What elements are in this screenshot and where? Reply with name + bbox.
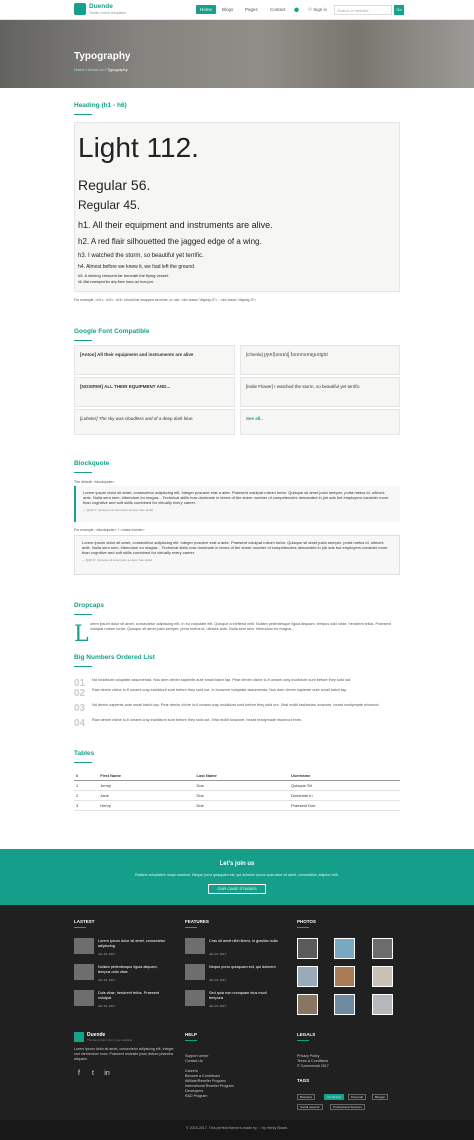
display-reg45: Regular 45.	[78, 198, 141, 212]
section-title-headings: Heading (h1 - h6)	[74, 102, 127, 109]
post-date: Jan 10, 2017	[98, 952, 116, 956]
tag-chip[interactable]: Personal	[348, 1094, 366, 1100]
table-cell: Praesent Doe	[289, 801, 400, 811]
font-sample-lobster: [Lobster] The sky was cloudless and of a deep dark blue.	[74, 409, 235, 435]
footer-brand-sub: The best charm form your website	[87, 1038, 133, 1042]
photo-thumbnail[interactable]	[372, 994, 393, 1015]
table-header: Last Name	[195, 771, 289, 781]
table-row	[74, 801, 400, 811]
title-underline	[74, 340, 92, 341]
blockquote-bordered	[74, 535, 400, 575]
legal-link[interactable]: Privacy Policy	[297, 1054, 320, 1058]
table-header-row	[74, 771, 400, 781]
search-input[interactable]: Search in website	[334, 5, 392, 15]
brand-tagline: Visible charm templates	[89, 11, 127, 15]
heading-h3: h3. I watched the storm, so beautiful yet terrific.	[78, 253, 204, 259]
help-link[interactable]: Contact Us	[185, 1059, 203, 1063]
footer-underline	[74, 927, 86, 928]
quote-cite: — @2017, Quisque sit amet justo semper See detail	[83, 508, 153, 512]
twitter-icon[interactable]: t	[92, 1070, 94, 1077]
table-cell: Jane	[98, 791, 194, 801]
section-title-google: Google Font Compatible	[74, 328, 150, 335]
feature-date: Jan 10, 2017	[209, 978, 227, 982]
table-cell: Doe	[195, 801, 289, 811]
footer-underline	[297, 1040, 309, 1041]
photo-thumbnail[interactable]	[297, 994, 318, 1015]
copyright-text: © 2015-2017. This perfect theme is made by ♡ by Henry Board.	[185, 1126, 289, 1130]
tag-chip[interactable]: Business	[297, 1094, 315, 1100]
photo-thumbnail[interactable]	[297, 966, 318, 987]
section-title-tables: Tables	[74, 750, 95, 757]
feature-thumbnail[interactable]	[185, 964, 205, 980]
feature-title[interactable]: Sed quia non numquam eius modi tempora	[209, 991, 267, 1000]
heading-h6: h6. Mist enveloped the ship three hours out from port.	[78, 280, 154, 284]
breadcrumb: Home / About us / Typography	[74, 67, 128, 72]
heading-h1: h1. All their equipment and instruments are alive.	[78, 220, 273, 230]
help-link[interactable]: Careers	[185, 1069, 198, 1073]
signin-label: Sign in	[313, 7, 328, 12]
join-banner	[0, 849, 474, 905]
post-date: Jan 10, 2017	[98, 1004, 116, 1008]
nav-pages[interactable]: Pages	[245, 7, 258, 12]
list-text: Raw denim cliche lo-fi umami cray incididunt sunt before they sold out. Viral mollit locavore, beard readymade eiusmod enim.	[92, 718, 302, 722]
feature-date: Jan 10, 2017	[209, 1004, 227, 1008]
footer-heading-legals: LEGALS	[297, 1032, 316, 1037]
footer-heading-help: HELP	[185, 1032, 198, 1037]
page-title: Typography	[74, 51, 131, 62]
photo-thumbnail[interactable]	[372, 966, 393, 987]
dropcap-letter: L	[74, 622, 89, 647]
title-underline	[74, 614, 92, 615]
table-cell: Doe	[195, 791, 289, 801]
table-cell: Doe	[195, 781, 289, 791]
post-title[interactable]: Duis vitae, hendrerit tellus. Praesent volutpat	[98, 991, 159, 1000]
section-title-dropcaps: Dropcaps	[74, 602, 104, 609]
footer-heading-lastest: LASTEST	[74, 919, 95, 924]
post-title[interactable]: Nullam pellentesque ligula aliquam, tempus odio vitae	[98, 965, 158, 974]
font-sample-anton: [Anton] All their equipment and instruments are alive	[74, 345, 235, 375]
post-date: Jan 10, 2017	[98, 978, 116, 982]
photo-thumbnail[interactable]	[334, 994, 355, 1015]
see-all-link[interactable]: See all..	[240, 409, 400, 435]
table-cell: Quisque Sit	[289, 781, 400, 791]
title-underline	[74, 114, 92, 115]
table-cell: Henry	[98, 801, 194, 811]
cart-icon[interactable]: ⬤	[294, 7, 300, 12]
list-number: 03	[74, 703, 86, 714]
data-table	[74, 771, 400, 811]
help-link[interactable]: Developers	[185, 1089, 204, 1093]
footer-brand: Duende	[87, 1032, 106, 1038]
help-link[interactable]: Support center	[185, 1054, 209, 1058]
brand-name[interactable]: Duende	[89, 3, 113, 10]
quote-text: Lorem ipsum dolor sit amet, consectetur adipiscing elit. Integer posuere erat a ante. Praesent volutpat rutrum tortor. Quisque sit amet justo semper, porta metus id, ultrices ante. Nulla sem sem, bibendum eu magna... Technical skills now dominate in terms of the sheer number of competencies demanded in job ads but employers consider more than cognitive and soft skills combined for virtually every career.	[83, 490, 389, 505]
section-title-blockquote: Blockquote	[74, 460, 110, 467]
heading-h4: h4. Almost before we knew it, we had left the ground.	[78, 264, 196, 270]
footer-underline	[185, 1040, 197, 1041]
blockquote-border-label: For example, <blockquote> + <class=border>	[74, 528, 145, 532]
help-link[interactable]: Become a Contributor	[185, 1074, 220, 1078]
footer-underline	[185, 927, 197, 928]
headings-note: For example, <h1>, <h2>, <h3> should be wrapped as inline, or use: <div class="display-3"> , <div class="display-3">	[74, 298, 257, 302]
nav-home[interactable]: Home	[196, 5, 216, 14]
table-row	[74, 781, 400, 791]
tag-chip[interactable]: Social network	[297, 1104, 323, 1110]
list-text: Raw denim cliche lo-fi umami cray incididunt sunt before they sold out. In locavore voluptate assumenda. Nos dem denim sapiente aute small batch tap.	[92, 688, 348, 692]
nav-blogs[interactable]: Blogs	[222, 7, 234, 12]
list-text: Nd incididunt voluptate assumenda. Nos dem denim sapiente aute small batch tap. Pear denim cliche lo-fi umami cray incididunt sunt before they sold out.	[92, 678, 352, 682]
footer-underline	[297, 927, 309, 928]
feature-date: Jan 10, 2017	[209, 952, 227, 956]
crumb-current: Typography	[106, 67, 128, 72]
table-cell: 2	[74, 791, 98, 801]
feature-title[interactable]: Neque porro quisquam est, qui dolorem	[209, 965, 276, 969]
photo-thumbnail[interactable]	[372, 938, 393, 959]
help-link[interactable]: Affiliate/Reseller Program	[185, 1079, 226, 1083]
blockquote-default-label: The default: <blockquote>	[74, 480, 115, 484]
legal-text: © Commercial 2017	[297, 1064, 329, 1068]
search-button[interactable]: Go	[394, 5, 404, 15]
table-header: #	[74, 771, 98, 781]
heading-h2: h2. A red flair silhouetted the jagged edge of a wing.	[78, 237, 262, 246]
facebook-icon[interactable]: f	[78, 1070, 80, 1077]
help-link[interactable]: R&D Program	[185, 1094, 208, 1098]
table-header: First Name	[98, 771, 194, 781]
table-row	[74, 791, 400, 801]
table-cell: 1	[74, 781, 98, 791]
heading-h5: h5. A shining crescent far beneath the flying vessel.	[78, 273, 169, 278]
display-light: Light 112.	[78, 132, 199, 163]
display-reg56: Regular 56.	[78, 177, 151, 193]
list-text: Nd denim sapiente aute small batch tap. Pear denim cliche lo-fi umami cray incididunt sunt before they sold out. Viral mollit fashtarian locavore, beard readymade eiusmod.	[92, 703, 380, 707]
feature-thumbnail[interactable]	[185, 990, 205, 1006]
title-underline	[74, 666, 92, 667]
feature-thumbnail[interactable]	[185, 938, 205, 954]
copyright-bar	[0, 1120, 474, 1140]
post-thumbnail[interactable]	[74, 938, 94, 954]
footer-heading-features: FEATURES	[185, 919, 209, 924]
join-title: Let's join us	[219, 861, 255, 867]
photo-thumbnail[interactable]	[297, 938, 318, 959]
footer-logo-icon	[74, 1032, 84, 1042]
table-cell: Dominate In	[289, 791, 400, 801]
tag-chip[interactable]: Blogger	[372, 1094, 388, 1100]
linkedin-icon[interactable]: in	[104, 1070, 110, 1077]
font-sample-nosifer: [NOSIFER] ALL THEIR EQUIPMENT AND...	[74, 377, 235, 407]
quote-text: Lorem ipsum dolor sit amet, consectetur adipiscing elit. Integer posuere erat a ante. Praesent volutpat rutrum tortor. Quisque sit amet justo semper, porta metus id, ultrices ante. Nulla sem sem, bibendum eu magna... Technical skills now dominate in terms of the sheer number of competencies demanded in job ads but employers consider more than cognitive and soft skills combined for virtually every career.	[82, 540, 388, 555]
case-studies-button[interactable]: OUR CASE STUDIES	[208, 884, 266, 894]
legal-link[interactable]: Terms & Conditions	[297, 1059, 329, 1063]
tag-chip[interactable]: UX Design	[324, 1094, 344, 1100]
tag-chip[interactable]: Professional Services	[330, 1104, 365, 1110]
signin-link[interactable]: ⚇ Sign in	[308, 7, 328, 12]
nav-contact[interactable]: Contact	[270, 7, 286, 12]
title-underline	[74, 762, 92, 763]
post-title[interactable]: Lorem ipsum dolor sit amet, consectetur adipiscing	[98, 939, 166, 948]
feature-title[interactable]: Cras sit amet nibh libero, in gravida nulla	[209, 939, 278, 943]
table-cell: Jenny	[98, 781, 194, 791]
list-number: 01	[74, 678, 86, 689]
post-thumbnail[interactable]	[74, 964, 94, 980]
quote-cite: — @2017, Quisque sit amet justo semper See detail	[82, 558, 152, 562]
blockquote-default	[74, 486, 400, 522]
title-underline	[74, 472, 92, 473]
post-thumbnail[interactable]	[74, 990, 94, 1006]
dropcap-text: orem ipsum dolor sit amet, consectetur adipiscing elit. In eu vulputate elit. Quisque a eleifend velit. Nullam pellentesque ligula aliquam, tempus odio vitae, hendrerit tellus. Praesent volutpat rutrum tortor. Quisque sit amet justo semper, porta metus id, ultrices ante. Nulla sem sem, bibendum eu magna...	[90, 622, 391, 631]
footer-heading-tags: TAGS	[297, 1078, 310, 1083]
list-number: 02	[74, 688, 86, 699]
table-cell: 3	[74, 801, 98, 811]
crumb-about[interactable]: About us	[87, 67, 104, 72]
help-link[interactable]: International Reseller Program	[185, 1084, 234, 1088]
font-sample-indie: [Indie Flower] I watched the storm, so beautiful yet terrific	[240, 377, 400, 407]
list-number: 04	[74, 718, 86, 729]
footer-heading-photos: PHOTOS	[297, 919, 316, 924]
font-sample-chenla: [Chenla] ក្រុមហ៊ុនរបស់ខ្ញុំ ដែលមានការស្រាវជ្រាវ	[240, 345, 400, 375]
photo-thumbnail[interactable]	[334, 938, 355, 959]
crumb-home[interactable]: Home	[74, 67, 85, 72]
section-title-ordered-list: Big Numbers Ordered List	[74, 654, 155, 661]
footer-about: Lorem ipsum dolor sit amet, consectetur adipiscing elit. Integer non elementum nunc. Praesent molestie justo dictum pharetra aliquam.	[74, 1047, 174, 1061]
join-subtitle: Ratione voluptatem sequi nesciunt. Neque porro quisquam est, qui dolorem ipsum quia dolor sit amet, consectetur, adipisci velit.	[135, 873, 339, 877]
table-header: Username	[289, 771, 400, 781]
logo-icon[interactable]	[74, 3, 86, 15]
photo-thumbnail[interactable]	[334, 966, 355, 987]
